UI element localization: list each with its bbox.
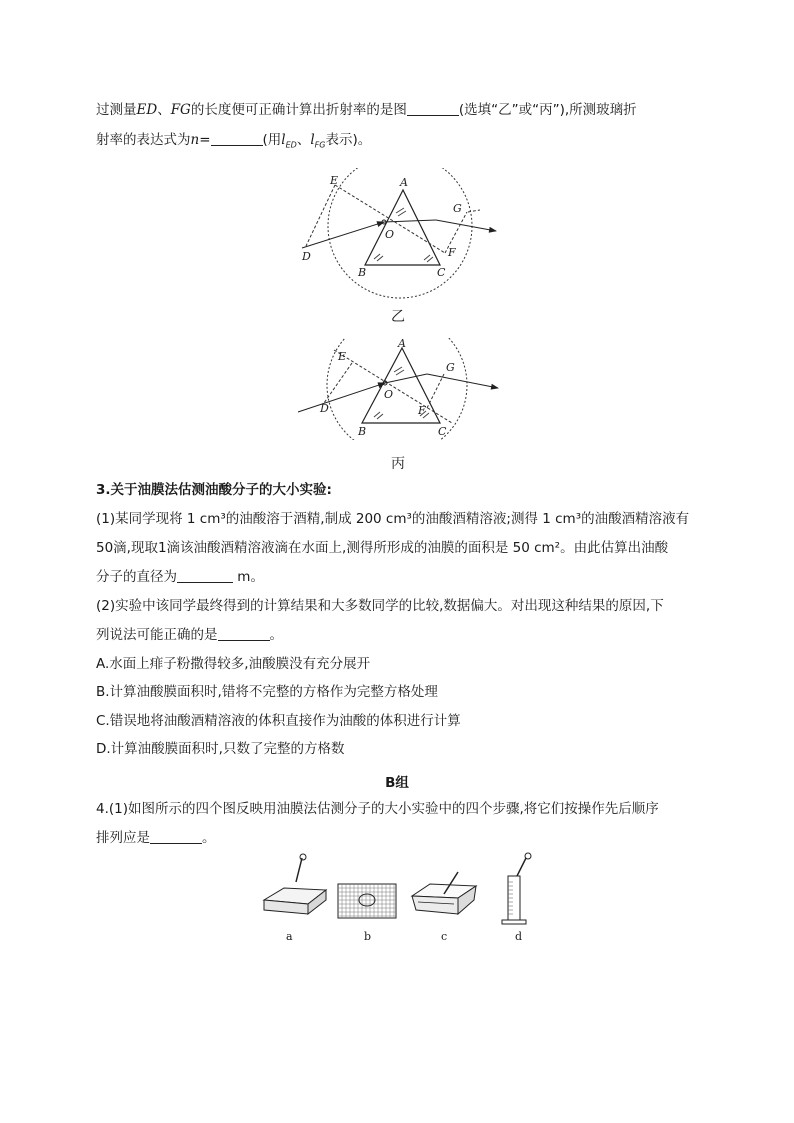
option-d[interactable]: D.计算油酸膜面积时,只数了完整的方格数 [96,741,345,757]
var-n: n [190,132,200,148]
q2-text: 、 [157,102,171,118]
q2-text: 的长度便可正确计算出折射率的是图 [190,102,407,118]
label-e: E [330,174,339,187]
q3-p1-line1: (1)某同学现将 1 cm³的油酸溶于酒精,制成 200 cm³的油酸酒精溶液;测得 1 cm³的油酸酒精溶液有 [96,511,690,527]
label-a: a [286,930,293,943]
label-f: F [418,404,426,417]
q3-text: 分子的直径为 [96,569,177,585]
q4-text: 。 [202,830,216,846]
step-c-shallow-tray-icon [412,872,476,914]
step-b-grid-icon [338,884,396,918]
q2-text: (选填“乙”或“丙”),所测玻璃折 [458,102,637,118]
prism-triangle [362,348,440,423]
var-l: l [281,132,286,148]
q3-p1-line3 [96,568,264,586]
q2-line-1 [96,101,637,119]
q2-text: 、 [296,132,311,148]
q2-text: 射率的表达式为 [96,132,191,148]
var-ed: ED [136,102,158,118]
caption-bing: 丙 [391,456,405,472]
q4-line1: 4.(1)如图所示的四个图反映用油膜法估测分子的大小实验中的四个步骤,将它们按操作先后顺序 [96,801,659,817]
q2-text: 过测量 [96,102,137,118]
label-d: d [515,930,523,943]
label-d: D [320,402,329,415]
label-c: C [438,425,447,438]
perpendicular-ed [324,363,352,403]
figure-bing [290,338,510,440]
label-f: F [448,246,456,259]
answer-blank[interactable] [407,101,459,116]
label-c: c [441,930,448,943]
equals-sign: = [199,132,211,148]
label-g: G [446,361,455,374]
label-e: E [338,350,347,363]
q3-p2-line1: (2)实验中该同学最终得到的计算结果和大多数同学的比较,数据偏大。对出现这种结果的原因,下 [96,598,664,614]
refracted-ray [385,374,427,383]
emergent-ray [427,374,498,388]
q3-p2-line2 [96,626,283,644]
label-b: B [358,425,367,438]
q3-text: 。 [269,627,283,643]
step-a-tray-icon [264,854,326,914]
perpendicular-fg [427,374,444,408]
label-c: C [437,266,446,279]
label-g: G [453,202,462,215]
prism-triangle [365,190,440,265]
q4-text: 排列应是 [96,830,150,846]
label-b: B [358,266,367,279]
option-c[interactable]: C.错误地将油酸酒精溶液的体积直接作为油酸的体积进行计算 [96,713,461,729]
q4-line2 [96,829,216,847]
extension-line [468,210,480,212]
option-a[interactable]: A.水面上痱子粉撒得较多,油酸膜没有充分展开 [96,656,371,672]
q3-text: 列说法可能正确的是 [96,627,218,643]
hatch-marks [374,208,433,262]
q2-text: (用 [262,132,282,148]
incident-ray [302,222,384,248]
figure-yi [290,168,510,318]
answer-blank[interactable] [211,131,263,146]
q2-text: 表示)。 [325,132,372,148]
var-fg: FG [170,102,191,118]
normal-line [334,350,452,423]
label-d: D [302,250,311,263]
answer-blank[interactable] [218,626,270,641]
label-o: O [384,388,394,401]
answer-blank[interactable] [177,568,233,583]
subscript: FG [314,140,326,150]
var-l: l [310,132,315,148]
incident-ray [298,383,385,412]
label-o: O [385,228,395,241]
perpendicular-ed [306,185,335,246]
option-b[interactable]: B.计算油酸膜面积时,错将不完整的方格作为完整方格处理 [96,684,438,700]
subscript: ED [285,140,297,150]
step-figures [258,852,538,932]
label-b: b [364,930,372,943]
step-d-cylinder-icon [502,853,531,924]
q3-p1-line2: 50滴,现取1滴该油酸酒精溶液滴在水面上,测得所形成的油膜的面积是 50 cm²。由此估算出油酸 [96,540,669,556]
label-a: A [398,338,406,350]
caption-yi: 乙 [391,309,405,325]
q2-line-2 [96,131,371,155]
emergent-ray [436,220,496,231]
q3-title: 3.关于油膜法估测油酸分子的大小实验: [96,482,332,498]
answer-blank[interactable] [150,829,202,844]
group-b-heading: B组 [385,775,409,791]
q3-text: m。 [233,569,264,585]
label-a: A [400,176,408,189]
